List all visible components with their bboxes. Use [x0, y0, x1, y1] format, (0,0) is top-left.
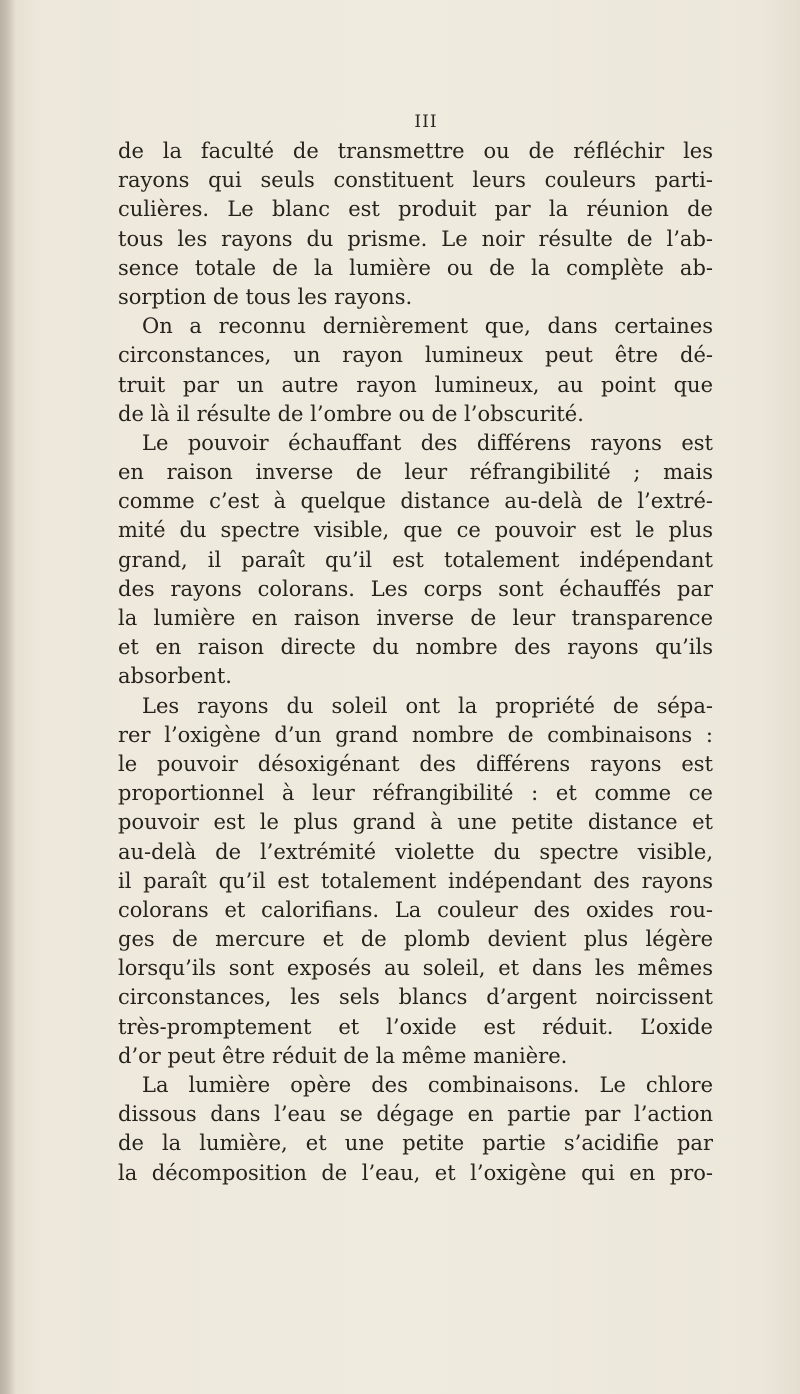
text-line: absorbent. — [118, 664, 232, 689]
text-line: il paraît qu’il est totalement indépendant des rayons — [118, 868, 713, 893]
text-line: colorans et calorifians. La couleur des oxides rou- — [118, 897, 713, 922]
text-line: en raison inverse de leur réfrangibilité ; mais — [118, 460, 713, 485]
text-line: au-delà de l’extrémité violette du spectre visible, — [118, 839, 713, 864]
text-line: pouvoir est le plus grand à une petite distance et — [118, 810, 713, 835]
text-line: le pouvoir désoxigénant des différens rayons est — [118, 751, 713, 776]
text-line: On a reconnu dernièrement que, dans certaines — [142, 314, 713, 339]
text-line: sence totale de la lumière ou de la complète ab- — [118, 255, 713, 280]
body-text — [118, 137, 713, 1188]
text-line: rer l’oxigène d’un grand nombre de combinaisons : — [118, 722, 713, 747]
text-line: circonstances, un rayon lumineux peut être dé- — [118, 343, 713, 368]
text-line: de la faculté de transmettre ou de réfléchir les — [118, 139, 713, 163]
page-gutter-shadow — [0, 0, 16, 1394]
text-line: des rayons colorans. Les corps sont échauffés par — [118, 576, 713, 601]
text-line: culières. Le blanc est produit par la réunion de — [118, 197, 713, 222]
text-line: la lumière en raison inverse de leur transparence — [118, 606, 713, 630]
text-line: proportionnel à leur réfrangibilité : et comme ce — [118, 781, 713, 806]
text-line: de là il résulte de l’ombre ou de l’obscurité. — [118, 401, 584, 426]
text-line: Les rayons du soleil ont la propriété de sépa- — [142, 693, 713, 718]
text-line: truit par un autre rayon lumineux, au point que — [118, 372, 713, 397]
text-line: La lumière opère des combinaisons. Le chlore — [142, 1073, 713, 1097]
text-line: rayons qui seuls constituent leurs couleurs parti- — [118, 168, 713, 193]
page-number: III — [414, 112, 438, 132]
text-line: circonstances, les sels blancs d’argent noircissent — [118, 985, 713, 1010]
text-line: grand, il paraît qu’il est totalement indépendant — [118, 547, 713, 572]
text-line: tous les rayons du prisme. Le noir résulte de l’ab- — [118, 226, 713, 251]
text-line: d’or peut être réduit de la même manière. — [118, 1043, 568, 1068]
text-line: de la lumière, et une petite partie s’acidifie par — [118, 1131, 713, 1156]
text-line: la décomposition de l’eau, et l’oxigène qui en pro- — [118, 1160, 713, 1185]
text-line: dissous dans l’eau se dégage en partie par l’action — [118, 1102, 713, 1127]
text-line: très-promptement et l’oxide est réduit. L’oxide — [118, 1014, 713, 1039]
text-line: lorsqu’ils sont exposés au soleil, et dans les mêmes — [118, 956, 713, 981]
text-line: comme c’est à quelque distance au-delà de l’extré- — [118, 489, 713, 514]
text-line: et en raison directe du nombre des rayons qu’ils — [118, 635, 713, 660]
text-line: Le pouvoir échauffant des différens rayons est — [142, 430, 713, 455]
text-line: sorption de tous les rayons. — [118, 284, 413, 309]
text-line: mité du spectre visible, que ce pouvoir est le plus — [118, 518, 713, 543]
text-line: ges de mercure et de plomb devient plus légère — [118, 927, 713, 952]
